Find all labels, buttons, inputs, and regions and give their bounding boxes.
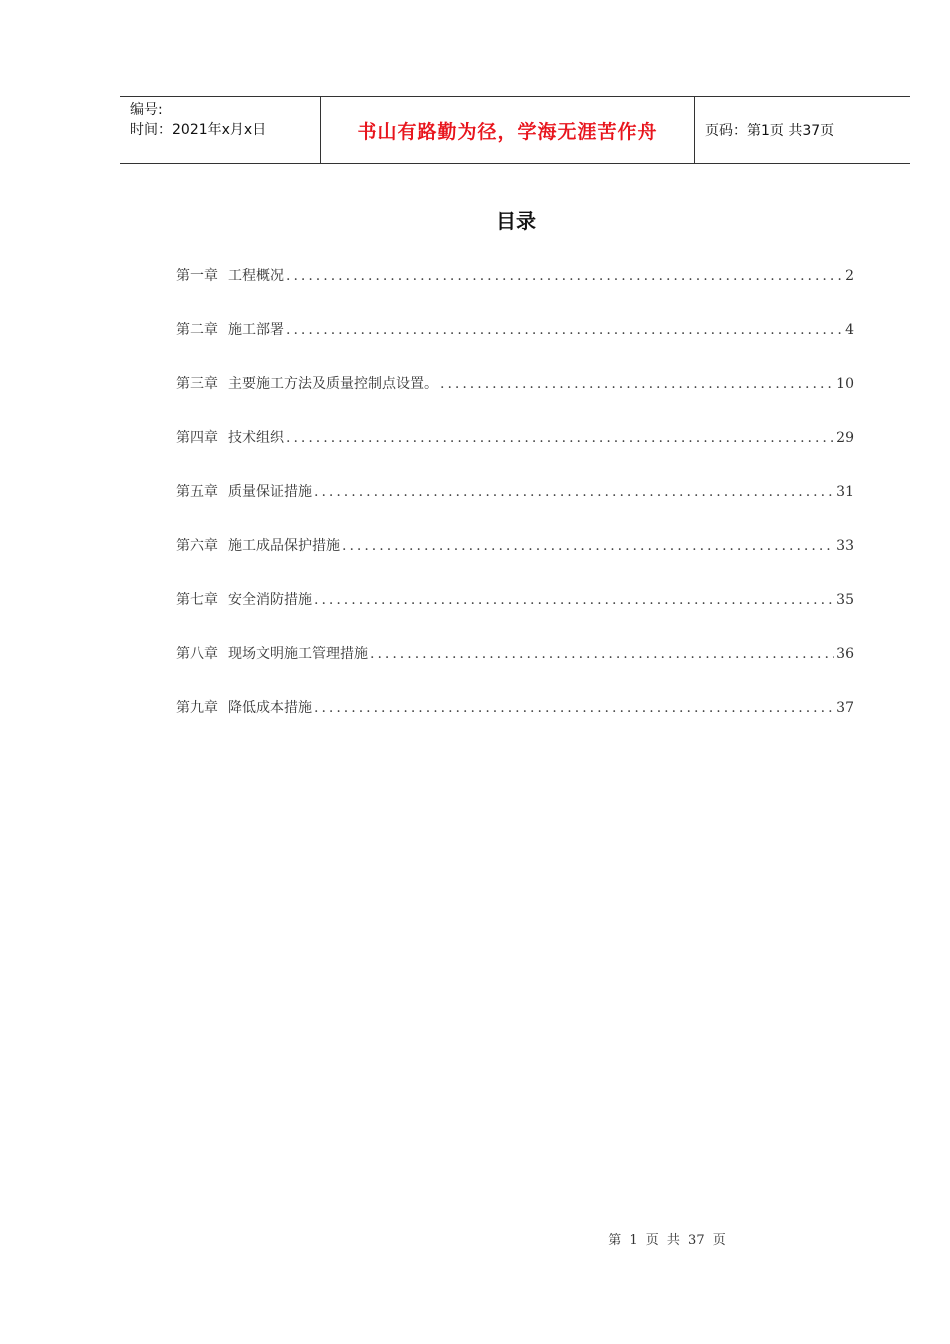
toc-chapter: 第七章 [176, 592, 218, 608]
toc-chapter: 第四章 [176, 430, 218, 446]
toc-entry-6[interactable] [176, 535, 854, 557]
toc-page-number: 36 [836, 646, 854, 662]
toc-leader-dots [286, 322, 843, 338]
toc-text: 质量保证措施 [228, 484, 312, 500]
toc-text: 工程概况 [228, 268, 284, 284]
header-page-code: 页码：第1页 共37页 [705, 123, 835, 139]
toc-text: 施工部署 [228, 322, 284, 338]
toc-chapter: 第六章 [176, 538, 218, 554]
toc-leader-dots [286, 268, 843, 284]
toc-entry-1[interactable] [176, 265, 854, 287]
toc-chapter: 第二章 [176, 322, 218, 338]
toc-text: 安全消防措施 [228, 592, 312, 608]
header-motto: 书山有路勤为径，学海无涯苦作舟 [321, 97, 695, 163]
toc-entry-4[interactable] [176, 427, 854, 449]
toc-chapter: 第三章 [176, 376, 218, 392]
toc-chapter: 第八章 [176, 646, 218, 662]
toc-leader-dots [314, 592, 834, 608]
toc-leader-dots [286, 430, 834, 446]
header-left-cell [120, 97, 321, 163]
toc-title: 目录 [496, 209, 536, 233]
toc-entry-7[interactable] [176, 589, 854, 611]
toc-page-number: 10 [836, 376, 854, 392]
toc-entry-2[interactable] [176, 319, 854, 341]
toc-entry-8[interactable] [176, 643, 854, 665]
toc-leader-dots [342, 538, 834, 554]
toc-entry-9[interactable] [176, 697, 854, 719]
serial-label: 编号: [130, 102, 163, 118]
document-header [120, 96, 910, 164]
toc-page-number: 33 [836, 538, 854, 554]
toc-list [176, 265, 854, 751]
toc-leader-dots [440, 376, 834, 392]
time-label: 时间：2021年x月x日 [130, 122, 267, 138]
toc-leader-dots [314, 484, 834, 500]
toc-entry-5[interactable] [176, 481, 854, 503]
toc-page-number: 31 [836, 484, 854, 500]
toc-chapter: 第五章 [176, 484, 218, 500]
page-footer: 第 1 页 共 37 页 [608, 1233, 726, 1248]
toc-page-number: 35 [836, 592, 854, 608]
toc-page-number: 37 [836, 700, 854, 716]
toc-page-number: 2 [845, 268, 854, 284]
toc-text: 施工成品保护措施 [228, 538, 340, 554]
toc-page-number: 4 [845, 322, 854, 338]
toc-text: 现场文明施工管理措施 [228, 646, 368, 662]
toc-page-number: 29 [836, 430, 854, 446]
toc-text: 技术组织 [228, 430, 284, 446]
toc-text: 主要施工方法及质量控制点设置。 [228, 376, 438, 392]
toc-chapter: 第九章 [176, 700, 218, 716]
toc-text: 降低成本措施 [228, 700, 312, 716]
toc-entry-3[interactable] [176, 373, 854, 395]
toc-leader-dots [314, 700, 834, 716]
toc-chapter: 第一章 [176, 268, 218, 284]
toc-leader-dots [370, 646, 834, 662]
